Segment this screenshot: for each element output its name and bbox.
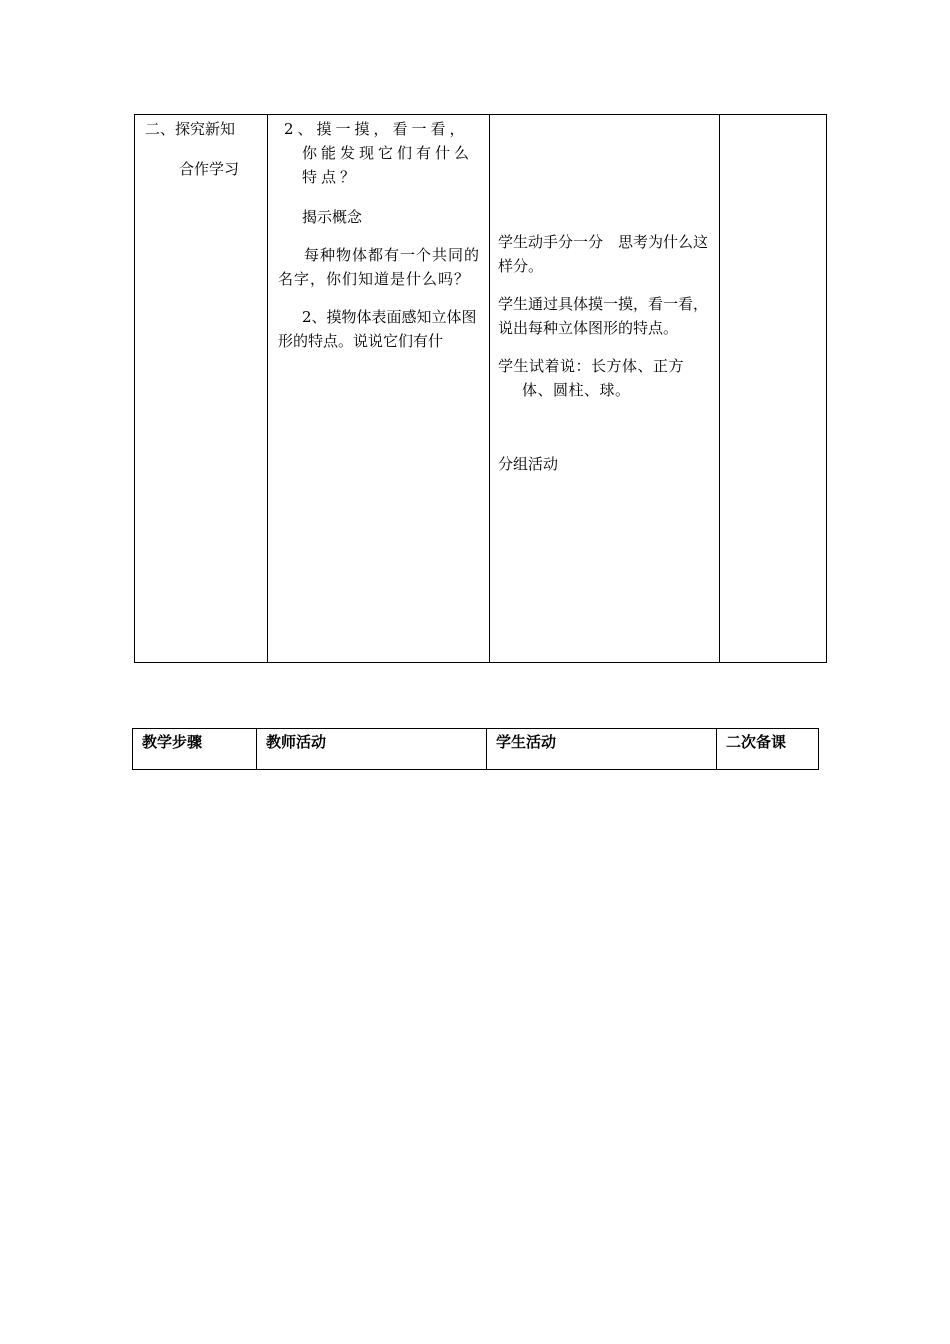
header-student-activity: 学生活动 <box>487 729 717 770</box>
header-teaching-step: 教学步骤 <box>133 729 257 770</box>
header-second-prep: 二次备课 <box>717 729 819 770</box>
header-table <box>132 728 819 770</box>
table-header-row <box>133 729 819 770</box>
student-activity-2: 学生通过具体摸一摸，看一看，说出每种立体图形的特点。 <box>498 295 709 337</box>
second-prep-cell <box>720 115 827 663</box>
header-teacher-activity: 教师活动 <box>257 729 487 770</box>
student-activity-3-line1: 学生试着说：长方体、正方 <box>498 357 685 375</box>
lesson-plan-table <box>134 114 827 663</box>
table-row <box>135 115 827 663</box>
student-activity-1: 学生动手分一分 思考为什么这样分。 <box>498 233 709 275</box>
student-activity-4: 分组活动 <box>498 455 559 473</box>
teacher-concept: 揭示概念 <box>302 208 363 226</box>
student-activity-cell <box>490 115 720 663</box>
teacher-activity-cell <box>268 115 490 663</box>
student-activity-3 <box>498 354 713 402</box>
teacher-common-name: 每种物体都有一个共同的名字，你们知道是什么吗？ <box>278 246 481 288</box>
teaching-step-cell <box>135 115 268 663</box>
step-subtitle: 合作学习 <box>179 160 240 178</box>
teacher-touch: 2、摸物体表面感知立体图形的特点。说说它们有什 <box>278 308 477 350</box>
step-title: 二、探究新知 <box>145 120 236 138</box>
teacher-question: 2、摸一摸，看一看，你能发现它们有什么特点？ <box>284 120 474 186</box>
student-activity-3-line2: 体、圆柱、球。 <box>522 381 631 399</box>
